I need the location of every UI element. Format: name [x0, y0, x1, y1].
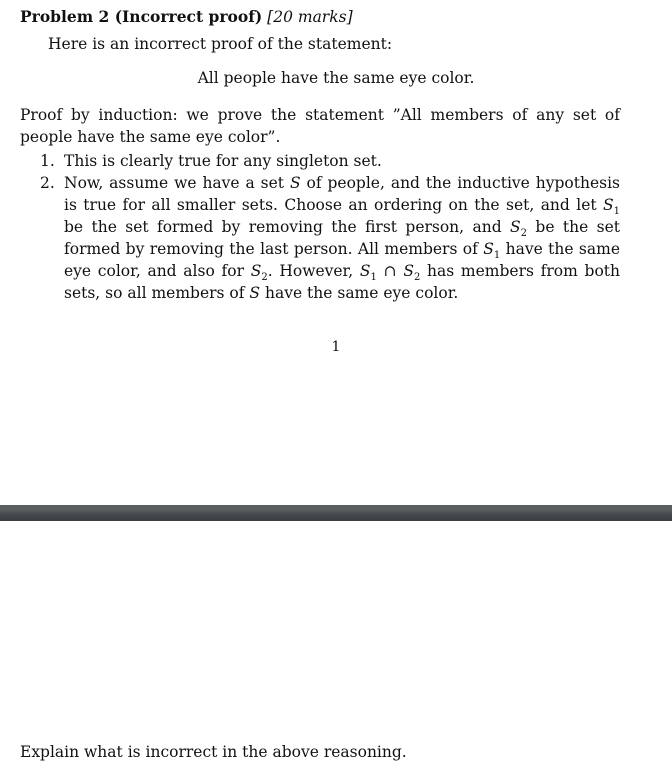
math-subscript: 2 [261, 272, 268, 284]
math-subscript: 2 [520, 228, 528, 240]
math-set-s2: S [250, 262, 262, 280]
proof-step-2 [40, 172, 620, 304]
proof-step-1 [40, 150, 620, 172]
problem-marks: [20 marks] [267, 8, 353, 26]
math-set-s: S [249, 284, 261, 302]
math-set-s2: S [403, 262, 414, 280]
statement-text: All people have the same eye color. [197, 69, 475, 87]
step-number: 1. [40, 152, 55, 170]
step-text-part: . However, [267, 262, 360, 280]
step-text-part: Now, assume we have a set [64, 174, 290, 192]
math-set-s1: S [603, 196, 614, 214]
step-text: This is clearly true for any singleton set. [64, 152, 382, 170]
math-subscript: 2 [413, 272, 421, 284]
math-set-s1: S [359, 262, 371, 280]
step-text-part: has members from both sets, so all members of [64, 262, 620, 302]
proof-steps [40, 150, 620, 304]
math-subscript: 1 [493, 250, 501, 262]
page-separator [0, 505, 672, 521]
math-set-s: S [289, 174, 301, 192]
question-text: Explain what is incorrect in the above reasoning. [20, 743, 407, 761]
step-number: 2. [40, 174, 55, 192]
math-subscript: 1 [370, 272, 377, 284]
page-number: 1 [331, 339, 341, 355]
problem-heading [20, 6, 353, 28]
intersection-symbol: ∩ [376, 262, 404, 280]
step-text-part: be the set formed by removing the first person, and [64, 218, 511, 236]
step-text-part: be the set formed by removing the last person. All members of [64, 218, 620, 258]
step-text-part: have the same eye color, and also for [64, 240, 620, 280]
math-set-s2: S [510, 218, 521, 236]
problem-intro: Here is an incorrect proof of the statement: [48, 35, 393, 53]
problem-title: Problem 2 (Incorrect proof) [20, 7, 263, 26]
proof-lead: Proof by induction: we prove the statement ”All members of any set of people have the same eye color”. [20, 106, 620, 146]
math-set-s1: S [483, 240, 494, 258]
document-page-2 [0, 521, 672, 772]
step-text-part: of people, and the inductive hypothesis is true for all smaller sets. Choose an ordering on the set, and let [64, 174, 620, 214]
math-subscript: 1 [613, 206, 620, 218]
step-text-part: have the same eye color. [260, 284, 459, 302]
